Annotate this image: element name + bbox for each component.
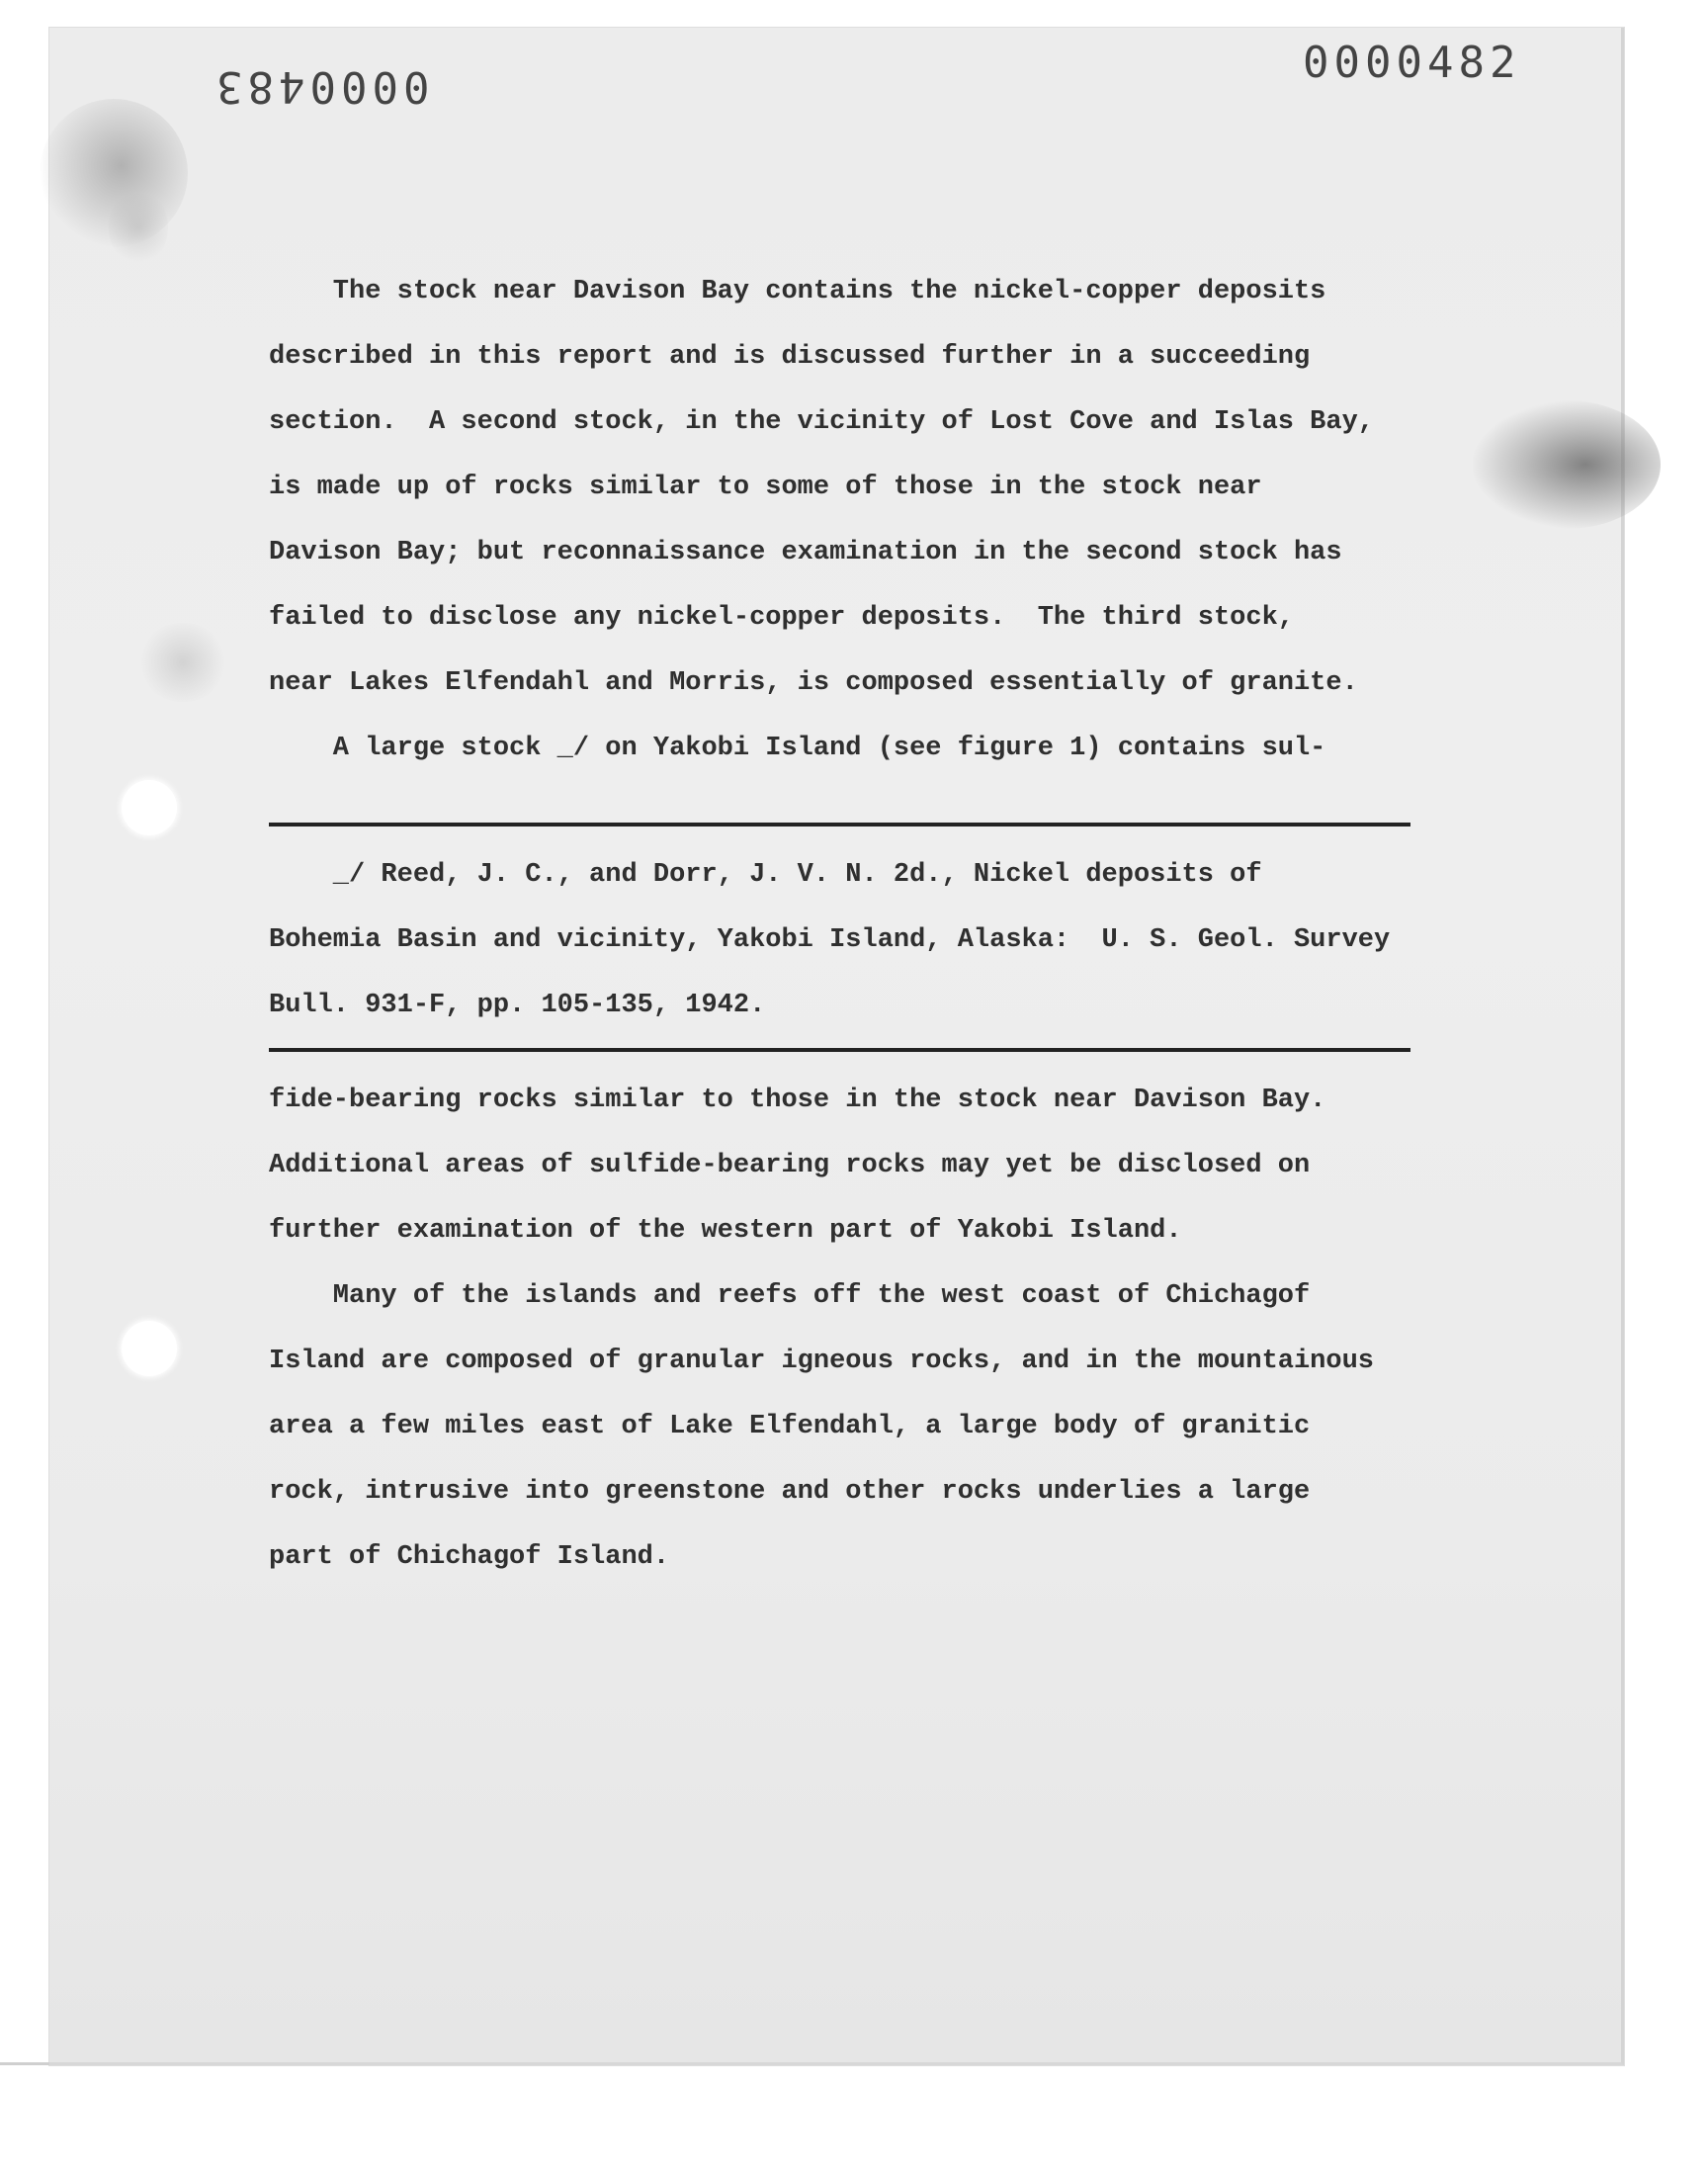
- body-line: Many of the islands and reefs off the west coast of Chichagof: [269, 1281, 1311, 1311]
- body-line: area a few miles east of Lake Elfendahl, a large body of granitic: [269, 1412, 1311, 1441]
- body-line: described in this report and is discussed further in a succeeding: [269, 342, 1311, 372]
- footnote-rule-top: [269, 823, 1410, 826]
- smudge-mark: [109, 188, 168, 267]
- footnote-line: Bohemia Basin and vicinity, Yakobi Island, Alaska: U. S. Geol. Survey: [269, 925, 1391, 955]
- body-line: Additional areas of sulfide-bearing rocks may yet be disclosed on: [269, 1151, 1311, 1180]
- body-line: A large stock _/ on Yakobi Island (see figure 1) contains sul-: [269, 734, 1326, 763]
- smudge-mark: [138, 623, 227, 702]
- document-page: [49, 28, 1624, 2065]
- body-line: near Lakes Elfendahl and Morris, is composed essentially of granite.: [269, 668, 1358, 698]
- body-line: failed to disclose any nickel-copper deposits. The third stock,: [269, 603, 1294, 633]
- body-line: Davison Bay; but reconnaissance examination in the second stock has: [269, 538, 1342, 567]
- page-number-stamp: 0000482: [1303, 38, 1521, 88]
- footnote-rule-bottom: [269, 1048, 1410, 1052]
- footnote-line: _/ Reed, J. C., and Dorr, J. V. N. 2d., Nickel deposits of: [269, 860, 1262, 890]
- body-line: rock, intrusive into greenstone and other rocks underlies a large: [269, 1477, 1311, 1507]
- body-line: Island are composed of granular igneous rocks, and in the mountainous: [269, 1347, 1374, 1376]
- smudge-mark: [1473, 400, 1661, 529]
- footnote-line: Bull. 931-F, pp. 105-135, 1942.: [269, 991, 766, 1020]
- body-line: section. A second stock, in the vicinity of Lost Cove and Islas Bay,: [269, 407, 1374, 437]
- body-line: part of Chichagof Island.: [269, 1542, 670, 1572]
- page-number-stamp-inverted: 0000483: [212, 61, 430, 112]
- punch-hole: [122, 780, 177, 835]
- punch-hole: [122, 1321, 177, 1376]
- page-edge: [0, 2062, 49, 2065]
- body-line: fide-bearing rocks similar to those in the stock near Davison Bay.: [269, 1086, 1326, 1115]
- body-line: The stock near Davison Bay contains the nickel-copper deposits: [269, 277, 1326, 306]
- body-line: further examination of the western part of Yakobi Island.: [269, 1216, 1182, 1246]
- body-line: is made up of rocks similar to some of those in the stock near: [269, 473, 1262, 502]
